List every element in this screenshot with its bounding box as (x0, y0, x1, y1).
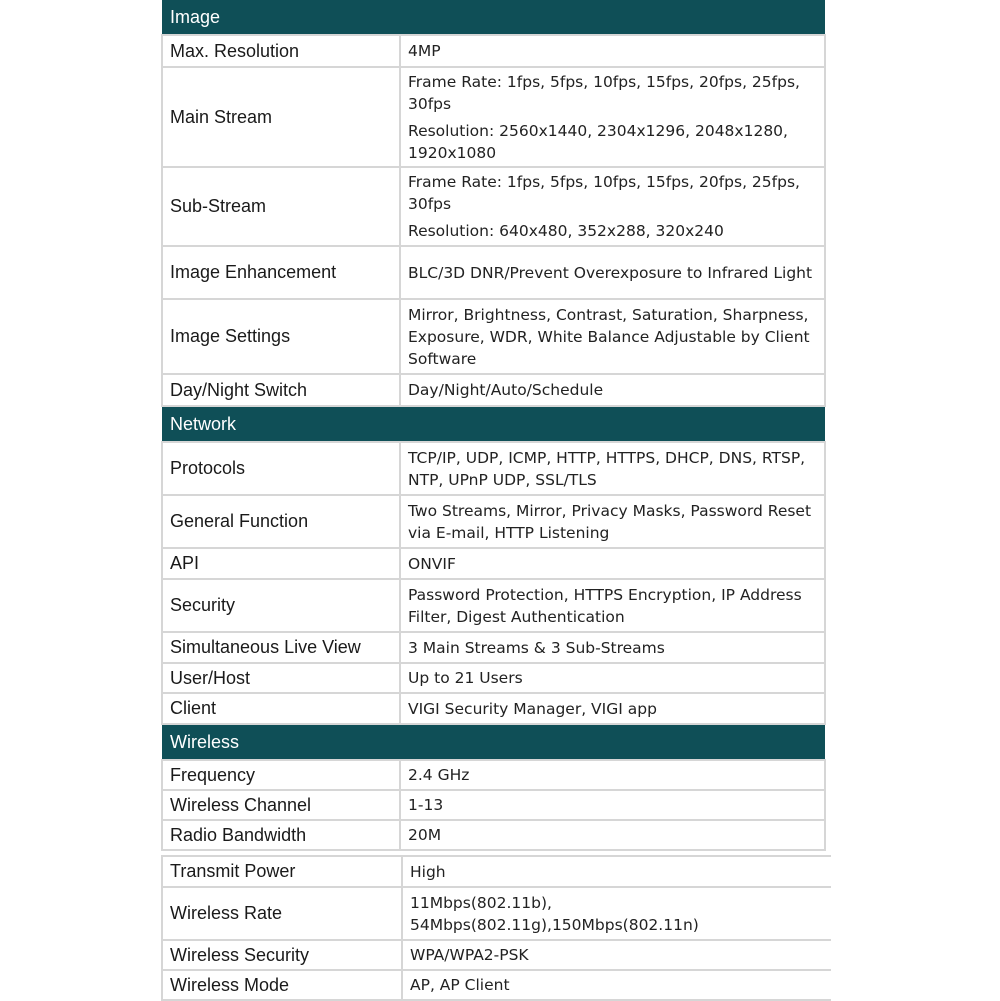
spec-label: Transmit Power (162, 856, 402, 887)
spec-row (162, 35, 825, 67)
spec-row (162, 632, 825, 663)
spec-label: Main Stream (162, 67, 400, 167)
spec-table (161, 0, 826, 851)
section-title: Network (162, 406, 825, 442)
spec-row (162, 548, 825, 579)
spec-value: AP, AP Client (402, 970, 831, 1000)
spec-value-line: 11Mbps(802.11b), (410, 893, 552, 912)
spec-label: Max. Resolution (162, 35, 400, 67)
spec-value-line: Resolution: 640x480, 352x288, 320x240 (408, 222, 724, 240)
section-header-network (162, 406, 825, 442)
spec-value: Two Streams, Mirror, Privacy Masks, Password Reset via E-mail, HTTP Listening (400, 495, 825, 548)
spec-value: Password Protection, HTTPS Encryption, IP Address Filter, Digest Authentication (400, 579, 825, 632)
spec-row (162, 970, 831, 1000)
spec-row (162, 246, 825, 299)
spec-row (162, 820, 825, 850)
spec-value-line: Frame Rate: 1fps, 5fps, 10fps, 15fps, 20fps, 25fps, 30fps (408, 72, 800, 113)
spec-value: TCP/IP, UDP, ICMP, HTTP, HTTPS, DHCP, DNS, RTSP, NTP, UPnP UDP, SSL/TLS (400, 442, 825, 495)
spec-value: WPA/WPA2-PSK (402, 940, 831, 970)
spec-value (400, 67, 825, 167)
spec-value: 4MP (400, 35, 825, 67)
spec-value-line: 54Mbps(802.11g),150Mbps(802.11n) (410, 915, 699, 934)
spec-row (162, 167, 825, 246)
spec-value-line: Resolution: 2560x1440, 2304x1296, 2048x1280, 1920x1080 (408, 121, 788, 162)
spec-value: 3 Main Streams & 3 Sub-Streams (400, 632, 825, 663)
spec-label: Security (162, 579, 400, 632)
spec-value: VIGI Security Manager, VIGI app (400, 693, 825, 724)
spec-value: Up to 21 Users (400, 663, 825, 693)
spec-label: Wireless Rate (162, 887, 402, 940)
spec-row (162, 495, 825, 548)
spec-value: Mirror, Brightness, Contrast, Saturation, Sharpness, Exposure, WDR, White Balance Adjustable by Client Software (400, 299, 825, 374)
spec-row (162, 940, 831, 970)
spec-label: General Function (162, 495, 400, 548)
spec-row (162, 760, 825, 790)
spec-table-continued (161, 855, 831, 1001)
spec-label: Sub-Stream (162, 167, 400, 246)
spec-row (162, 442, 825, 495)
spec-row (162, 579, 825, 632)
spec-value: BLC/3D DNR/Prevent Overexposure to Infrared Light (400, 246, 825, 299)
spec-value (400, 167, 825, 246)
spec-value: ONVIF (400, 548, 825, 579)
spec-label: Image Settings (162, 299, 400, 374)
spec-row (162, 693, 825, 724)
spec-row (162, 663, 825, 693)
spec-label: Wireless Mode (162, 970, 402, 1000)
spec-label: Image Enhancement (162, 246, 400, 299)
spec-label: Wireless Security (162, 940, 402, 970)
spec-row (162, 790, 825, 820)
spec-row (162, 299, 825, 374)
spec-label: Protocols (162, 442, 400, 495)
spec-value: 2.4 GHz (400, 760, 825, 790)
spec-value: Day/Night/Auto/Schedule (400, 374, 825, 406)
spec-label: Radio Bandwidth (162, 820, 400, 850)
spec-label: User/Host (162, 663, 400, 693)
spec-value: 20M (400, 820, 825, 850)
spec-value (402, 887, 831, 940)
spec-row (162, 374, 825, 406)
spec-row (162, 856, 831, 887)
section-header-image (162, 0, 825, 35)
spec-value-line: Frame Rate: 1fps, 5fps, 10fps, 15fps, 20fps, 25fps, 30fps (408, 173, 800, 213)
section-header-wireless (162, 724, 825, 760)
spec-label: Wireless Channel (162, 790, 400, 820)
spec-label: Frequency (162, 760, 400, 790)
section-title: Wireless (162, 724, 825, 760)
spec-row (162, 67, 825, 167)
spec-label: Simultaneous Live View (162, 632, 400, 663)
spec-value: High (402, 856, 831, 887)
section-title: Image (162, 0, 825, 35)
spec-label: Day/Night Switch (162, 374, 400, 406)
spec-row (162, 887, 831, 940)
spec-label: API (162, 548, 400, 579)
spec-label: Client (162, 693, 400, 724)
spec-value: 1-13 (400, 790, 825, 820)
